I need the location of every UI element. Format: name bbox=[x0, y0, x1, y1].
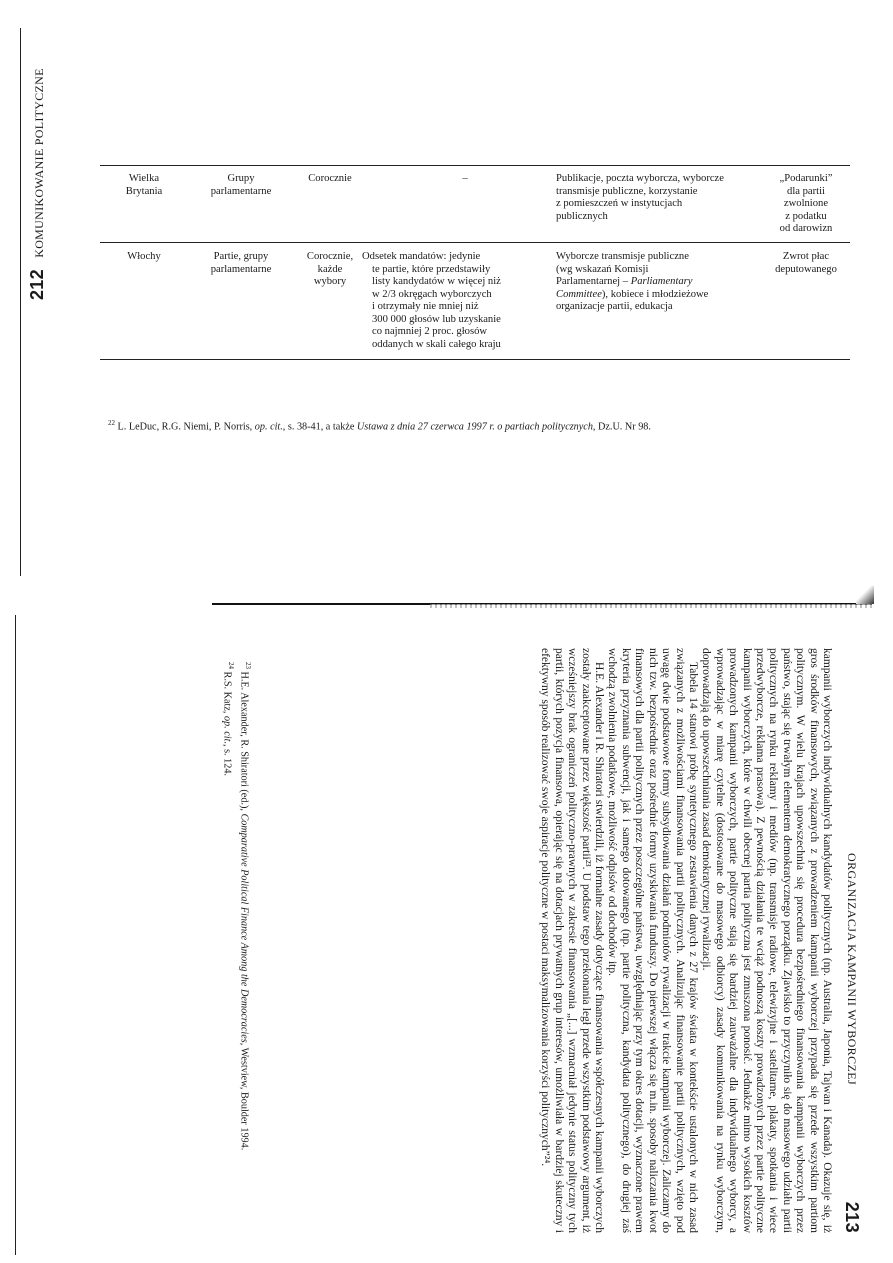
table-cell-frequency: Corocznie, każde wybory bbox=[306, 251, 354, 287]
scan-edge-noise bbox=[430, 604, 875, 608]
table-cell-indirect-forms: Wyborcze transmisje publiczne (wg wskazań Komisji Parlamentarnej – Parliamentary Committee), kobiece i młodzieżowe organizacje partii, edukacja bbox=[556, 251, 756, 314]
table-cell-country: Włochy bbox=[127, 251, 161, 262]
table-cell-recipients: Grupy parlamentarne bbox=[210, 173, 272, 197]
table-cell-tax: „Podarunki” dla partii zwolnione z podatku od darowizn bbox=[779, 173, 833, 234]
table-bottom-rule bbox=[100, 359, 850, 360]
right-page-left-edge bbox=[15, 615, 16, 1255]
table-cell-country: Wielka Brytania bbox=[125, 173, 163, 197]
footnote-23: $^{23}$ H.E. Alexander, R. Shiratori (ed.), Comparative Political Finance Among the Democracies, Westview, Boulder 1994. bbox=[238, 662, 252, 1151]
table-row-rule bbox=[100, 242, 850, 243]
running-header-title-right: ORGANIZACJA KAMPANII WYBORCZEJ bbox=[845, 853, 859, 1086]
table-cell-recipients: Partie, grupy parlamentarne bbox=[210, 251, 272, 275]
paragraph: kampanii wyborczych indywidualnych kandydatów politycznych (np. Australia, Japonia, Tajwan i Kanada). Okazuje się, iż gros środków finansowych, związanych z prowadzeniem kampanii wyborczej przypada się przede wszystkim partiom politycznym. W wielu krajach upowszechnia się procedura bezpośredniego finansowania kampanii wyborczych przez państwo, stając się trwałym elementem demokratycznego porządku. Zjawisko to przyczyniło się do masowego udziału partii politycznych na rynku reklamy i mediów (np. transmisje radiowe, telewizyjne i satelitarne, plakaty, spotkania i wiece przedwyborcze, reklama prasowa). Z pewnością działania te wciąż podnoszą koszty prowadzonych przez partie polityczne kampanii wyborczych, które w chwili obecnej partia polityczna jest zmuszona ponosić. Jednakże mimo wysokich kosztów prowadzonych kampanii wyborczych, partie polityczne stają się bardziej zauważalne dla indywidualnego wyborcy, a wprowadzając w miarę czytelne (dostosowane do masowego odbiorcy) zasady komunikowania na rynku wyborczym, doprowadzają do upowszechniania zasad demokratycznej rywalizacji. bbox=[700, 648, 833, 1233]
paragraph: Tabela 14 stanowi próbę syntetycznego zestawienia danych z 27 krajów świata w kontekście ustalonych w nich zasad związanych z możliwościami finansowania partii politycznych. Analizując finansowanie partii politycznych, wzięto pod uwagę dwie podstawowe formy subsydiowania działań podmiotów rywalizacji w trakcie kampanii wyborczej. Zaliczamy do nich tzw. bezpośrednie oraz pośrednie formy uzyskiwania funduszy. Do pierwszej włącza się m.in. sposoby naliczania kwot finansowych dla partii politycznych przez poszczególne państwa, uwzględniając przy tym okres dotacji, wyznaczone prawem kryteria przyznania subwencji, jak i samego dotowanego (np. partie polityczna, kandydata politycznego), do drugiej zaś wchodzą zwolnienia podatkowe, możliwość odpisów od dochodów itp. bbox=[606, 648, 699, 1233]
scan-corner-mark bbox=[856, 586, 874, 604]
table-cell-conditions: – bbox=[462, 173, 468, 184]
running-header-left bbox=[27, 68, 48, 300]
table-cell-indirect-forms: Publikacje, poczta wyborcza, wyborcze transmisje publiczne, korzystanie z pomieszczeń w instytucjach publicznych bbox=[556, 173, 724, 222]
paragraph: H.E. Alexander i R. Shiratori stwierdzili, iż formalne zasady dotyczące finansowania współczesnych kampanii wyborczych zostały zaakceptowane przez większość partii²³. U podstaw tego przekonania legł przede wszystkim podstawowy argument, iż wcześniejszy brak ograniczeń polityczno-prawnych w zakresie finansowania „[...] wzmacniał jedynie status polityczny tych partii, których pozycja finansowa, opierając się na dotacjach prywatnych grup interesów, umożliwiała w bardziej skuteczny i efektywny sposób realizować swoje aspiracje polityczne w postaci maksymalizowania korzyści politycznych”²⁴. bbox=[539, 648, 606, 1233]
table-cell-tax: Zwrot płac deputowanego bbox=[775, 251, 837, 275]
footnote-22: $^{22}$ L. LeDuc, R.G. Niemi, P. Norris, op. cit., s. 38-41, a także Ustawa z dnia 27 czerwca 1997 r. o partiach politycznych, Dz.U. Nr 98. bbox=[108, 419, 651, 433]
parliamentary-line: Parlamentarnej – Parliamentary bbox=[556, 276, 693, 287]
left-margin-rule bbox=[20, 28, 21, 576]
page-213 bbox=[171, 648, 862, 1233]
table-cell-frequency: Corocznie bbox=[308, 173, 352, 184]
footnote-24: $^{24}$ R.S. Katz, op. cit., s. 124. bbox=[221, 662, 236, 776]
footnotes bbox=[220, 648, 254, 1233]
committee-line: Committee), kobiece i młodzieżowe bbox=[556, 288, 709, 300]
page-number-left: 212 bbox=[27, 269, 47, 300]
table-top-rule bbox=[100, 165, 850, 166]
body-text bbox=[538, 648, 833, 1233]
running-header-title-left: KOMUNIKOWANIE POLITYCZNE bbox=[32, 68, 46, 258]
table-cell-conditions: Odsetek mandatów: jedynie te partie, które przedstawiły listy kandydatów w więcej niż w 2/3 okręgach wyborczych i otrzymały nie mniej niż 300 000 głosów lub uzyskanie co najmniej 2 proc. głosów oddanych w skali całego kraju bbox=[362, 251, 501, 350]
page-number-right: 213 bbox=[842, 1201, 862, 1233]
